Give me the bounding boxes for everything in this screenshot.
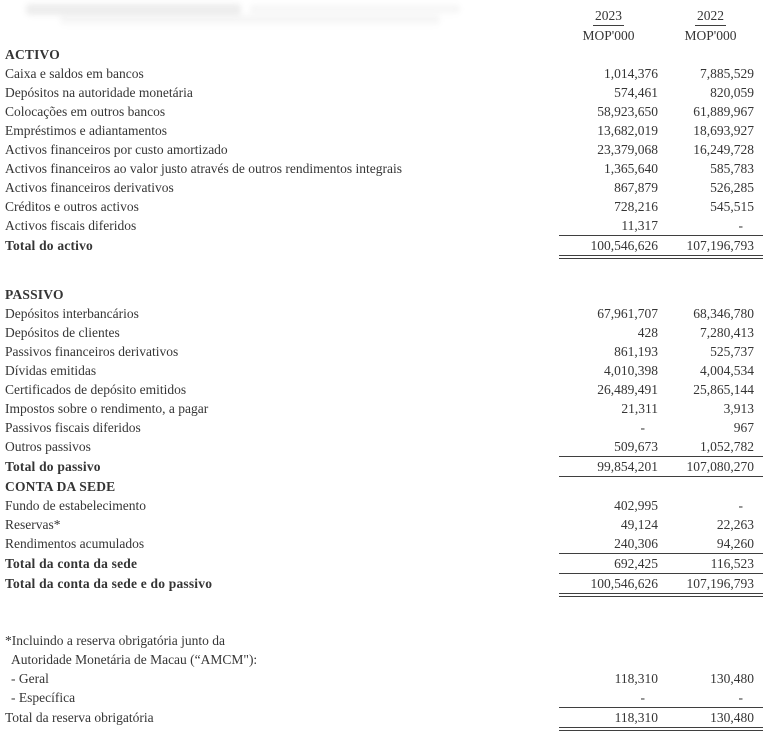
value-2022: 107,080,270 <box>686 459 754 474</box>
value-2023: 240,306 <box>614 536 658 551</box>
row-label: Activos fiscais diferidos <box>5 218 137 233</box>
value-2023: 99,854,201 <box>597 459 658 474</box>
total-passivo-row <box>5 456 763 477</box>
row-label: Passivos financeiros derivativos <box>5 344 179 359</box>
row-label: Depósitos interbancários <box>5 306 139 321</box>
total-conta-da-sede-row <box>5 553 763 573</box>
section-heading-conta-da-sede: CONTA DA SEDE <box>5 479 116 494</box>
value-2023: 861,193 <box>614 344 658 359</box>
value-2022: 68,346,780 <box>693 306 754 321</box>
table-row <box>5 669 763 688</box>
row-label: Créditos e outros activos <box>5 199 139 214</box>
value-2022: 3,913 <box>723 401 754 416</box>
value-2023: 1,365,640 <box>604 161 658 176</box>
value-2022: 130,480 <box>710 671 754 686</box>
row-label: Dívidas emitidas <box>5 363 97 378</box>
section-heading-passivo: PASSIVO <box>5 287 64 302</box>
table-row <box>5 361 763 380</box>
section-spacer <box>5 623 763 631</box>
value-2023: 402,995 <box>614 498 658 513</box>
table-row <box>5 515 763 534</box>
value-2022: 1,052,782 <box>700 439 754 454</box>
value-2023: 100,546,626 <box>590 576 658 591</box>
value-2023: 13,682,019 <box>597 123 658 138</box>
row-label: Certificados de depósito emitidos <box>5 382 187 397</box>
table-row <box>5 64 763 83</box>
value-2022: 22,263 <box>716 517 754 532</box>
value-2023: - <box>640 690 645 705</box>
table-row <box>5 121 763 140</box>
footnote-line-2: Autoridade Monetária de Macau (“AMCM"): <box>11 652 258 667</box>
value-2022: 7,885,529 <box>700 66 754 81</box>
unit-label: MOP'000 <box>684 28 737 43</box>
value-2022: 7,280,413 <box>700 325 754 340</box>
value-2023: 118,310 <box>614 671 658 686</box>
row-label: - Geral <box>11 671 49 686</box>
row-label: Caixa e saldos em bancos <box>5 66 144 81</box>
table-row <box>5 399 763 418</box>
table-row <box>5 83 763 102</box>
value-2022: 61,889,967 <box>693 104 754 119</box>
row-label: Total da conta da sede <box>5 556 138 571</box>
table-row <box>5 159 763 178</box>
value-2023: 21,311 <box>621 401 658 416</box>
value-2023: 428 <box>637 325 658 340</box>
table-row <box>5 534 763 553</box>
value-2022: 107,196,793 <box>686 238 754 253</box>
row-label: - Específica <box>11 690 76 705</box>
year-2022-header: 2022 <box>658 6 763 26</box>
value-2023: 728,216 <box>614 199 658 214</box>
row-label: Total da conta da sede e do passivo <box>5 576 213 591</box>
value-2022: 585,783 <box>710 161 754 176</box>
footnote-line-1: *Incluindo a reserva obrigatória junto da <box>5 633 226 648</box>
section-heading-activo: ACTIVO <box>5 47 60 62</box>
row-label: Activos financeiros derivativos <box>5 180 174 195</box>
value-2022: 94,260 <box>716 536 754 551</box>
value-2023: 4,010,398 <box>604 363 658 378</box>
row-label: Activos financeiros por custo amortizado <box>5 142 228 157</box>
row-label: Passivos fiscais diferidos <box>5 420 141 435</box>
value-2023: 100,546,626 <box>590 238 658 253</box>
row-label: Fundo de estabelecimento <box>5 498 146 513</box>
row-label: Total da reserva obrigatória <box>5 710 154 725</box>
value-2023: 23,379,068 <box>597 142 658 157</box>
value-2023: 1,014,376 <box>604 66 658 81</box>
row-label: Depósitos na autoridade monetária <box>5 85 193 100</box>
value-2022: 107,196,793 <box>686 576 754 591</box>
table-row <box>5 216 763 235</box>
value-2022: - <box>738 498 743 513</box>
row-label: Empréstimos e adiantamentos <box>5 123 167 138</box>
value-2023: 118,310 <box>614 710 658 725</box>
table-row <box>5 496 763 515</box>
value-2022: 4,004,534 <box>700 363 754 378</box>
row-label: Activos financeiros ao valor justo através de outros rendimentos integrais <box>5 161 403 176</box>
total-activo-row <box>5 235 763 259</box>
value-2023: 867,879 <box>614 180 658 195</box>
value-2022: - <box>738 218 743 233</box>
section-spacer <box>5 259 763 285</box>
value-2022: 116,523 <box>710 556 754 571</box>
value-2023: - <box>640 420 645 435</box>
value-2022: 525,737 <box>710 344 754 359</box>
scan-smudge <box>60 15 440 24</box>
value-2022: 130,480 <box>710 710 754 725</box>
table-row <box>5 197 763 216</box>
row-label: Reservas* <box>5 517 61 532</box>
row-label: Total do activo <box>5 238 94 253</box>
value-2022: - <box>738 690 743 705</box>
value-2022: 820,059 <box>710 85 754 100</box>
scan-smudge <box>26 4 241 15</box>
value-2023: 49,124 <box>620 517 658 532</box>
value-2022: 25,865,144 <box>693 382 754 397</box>
value-2023: 11,317 <box>621 218 658 233</box>
table-row <box>5 102 763 121</box>
unit-label: MOP'000 <box>582 28 635 43</box>
table-row <box>5 304 763 323</box>
year-2023-header: 2023 <box>559 6 658 26</box>
value-2022: 16,249,728 <box>693 142 754 157</box>
table-row <box>5 380 763 399</box>
section-spacer <box>5 597 763 623</box>
value-2023: 692,425 <box>614 556 658 571</box>
value-2022: 967 <box>733 420 754 435</box>
table-row <box>5 418 763 437</box>
value-2022: 18,693,927 <box>693 123 754 138</box>
row-label: Colocações em outros bancos <box>5 104 166 119</box>
table-row <box>5 323 763 342</box>
row-label: Outros passivos <box>5 439 91 454</box>
value-2022: 526,285 <box>710 180 754 195</box>
table-row <box>5 140 763 159</box>
table-row <box>5 437 763 456</box>
unit-header-row <box>5 26 763 45</box>
table-row <box>5 688 763 707</box>
value-2022: 545,515 <box>710 199 754 214</box>
value-2023: 67,961,707 <box>597 306 658 321</box>
table-row <box>5 178 763 197</box>
grand-total-row <box>5 573 763 597</box>
value-2023: 58,923,650 <box>597 104 658 119</box>
value-2023: 509,673 <box>614 439 658 454</box>
total-reserva-row <box>5 707 763 731</box>
value-2023: 574,461 <box>614 85 658 100</box>
row-label: Total do passivo <box>5 459 101 474</box>
row-label: Impostos sobre o rendimento, a pagar <box>5 401 209 416</box>
row-label: Rendimentos acumulados <box>5 536 145 551</box>
table-row <box>5 342 763 361</box>
row-label: Depósitos de clientes <box>5 325 120 340</box>
scan-smudge <box>250 5 460 13</box>
value-2023: 26,489,491 <box>597 382 658 397</box>
